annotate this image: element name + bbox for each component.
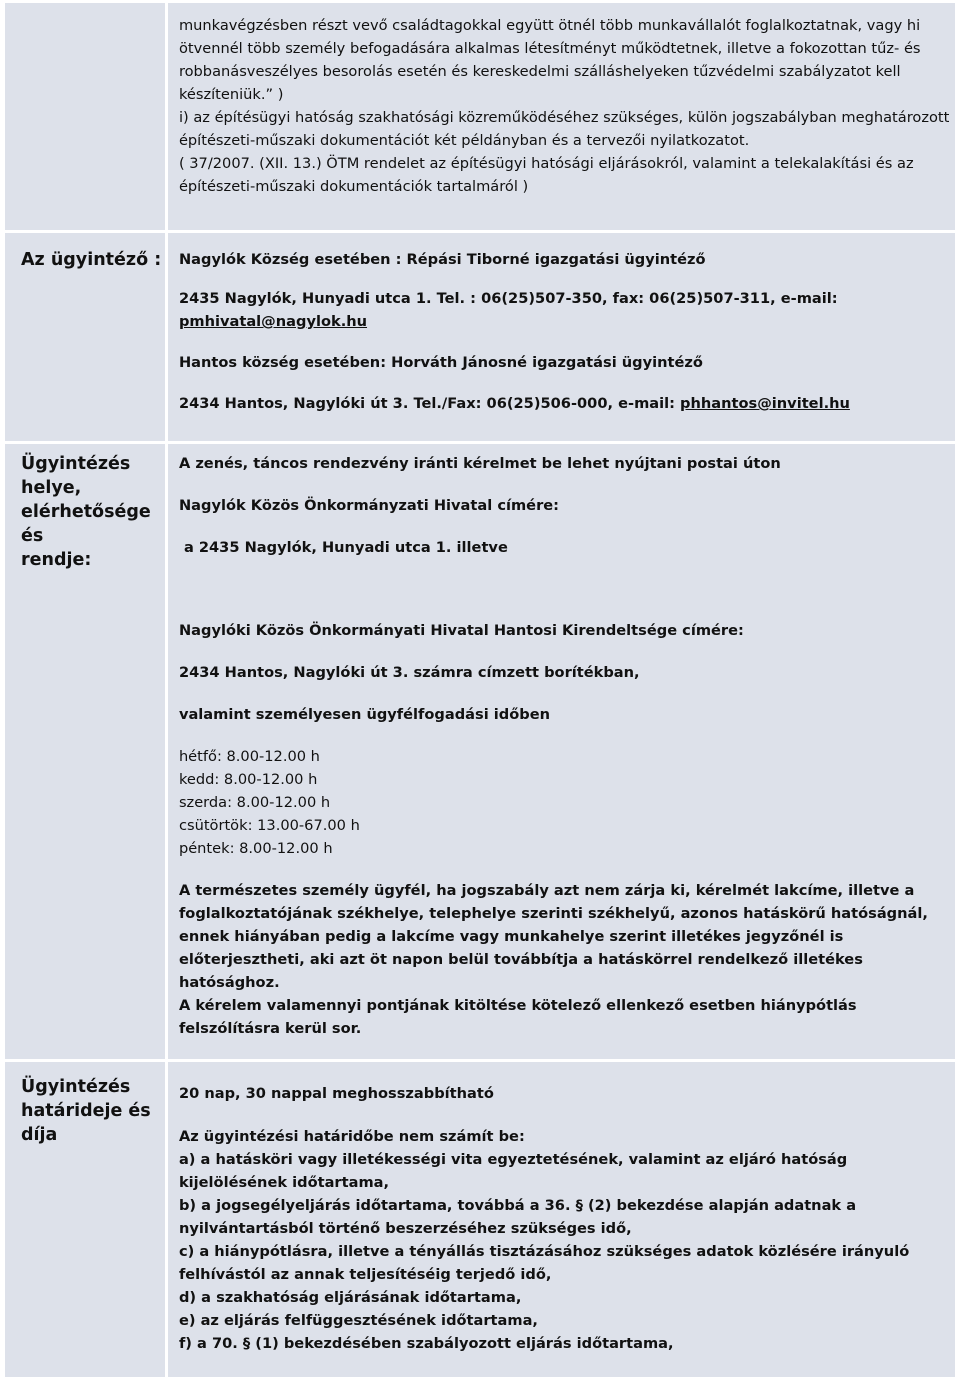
deadline: 20 nap, 30 nappal meghosszabbítható xyxy=(178,1085,494,1102)
exclusion-line: e) az eljárás felfüggesztésének időtartama, xyxy=(178,1312,538,1329)
hantos-address-line xyxy=(179,392,955,415)
exclusion-line: d) a szakhatóság eljárásának időtartama, xyxy=(178,1289,522,1306)
helye-label xyxy=(5,444,165,572)
nagylok-address: 2435 Nagylók, Hunyadi utca 1. Tel. : 06(25)507-350, fax: 06(25)507-311, e-mail: xyxy=(178,290,838,307)
helye-label-cell xyxy=(5,444,165,1059)
office-hours-item: hétfő: 8.00-12.00 h xyxy=(178,748,320,765)
ugyintezo-label-cell xyxy=(5,233,165,441)
notice-line: A kérelem valamennyi pontjának kitöltése kötelező ellenkező esetben hiánypótlás xyxy=(178,997,857,1014)
intro-row xyxy=(5,3,955,230)
ugyintezo-row xyxy=(5,233,955,441)
hatarido-row xyxy=(5,1062,955,1377)
intro-label-cell xyxy=(5,3,165,230)
exclusion-line: Az ügyintézési határidőbe nem számít be: xyxy=(178,1128,525,1145)
helye-label-line: Ügyintézés xyxy=(21,454,131,474)
office-hours-item: csütörtök: 13.00-67.00 h xyxy=(178,817,360,834)
notice-line: A természetes személy ügyfél, ha jogszabály azt nem zárja ki, kérelmét lakcíme, illetve a xyxy=(178,882,915,899)
intro-line: építészeti-műszaki dokumentációt két példányban és a tervezői nyilatkozatot. xyxy=(178,132,750,149)
nagylok-office: Nagylók Közös Önkormányzati Hivatal címére: xyxy=(178,497,560,514)
helye-label-line: helye, xyxy=(21,478,82,498)
nagylok-email-line xyxy=(179,310,955,333)
office-hours-item: kedd: 8.00-12.00 h xyxy=(178,771,318,788)
intro-line: ötvennél több személy befogadására alkalmas létesítményt működtetnek, illetve a fokozottan tűz- és xyxy=(178,40,921,57)
helye-row xyxy=(5,444,955,1059)
notice-line: ennek hiányában pedig a lakcíme vagy munkahelye szerint illetékes jegyzőnél is xyxy=(178,928,844,945)
exclusion-line: a) a hatásköri vagy illetékességi vita egyeztetésének, valamint az eljáró hatóság xyxy=(178,1151,848,1168)
intro-line: ( 37/2007. (XII. 13.) ÖTM rendelet az építésügyi hatósági eljárásokról, valamint a telekalakítási és az xyxy=(178,155,914,172)
hatarido-content-cell xyxy=(168,1062,955,1377)
ugyintezo-content-cell xyxy=(168,233,955,441)
exclusion-line: felhívástól az annak teljesítéséig terjedő idő, xyxy=(178,1266,552,1283)
exclusion-line: kijelölésének időtartama, xyxy=(178,1174,390,1191)
intro-line: készíteniük.” ) xyxy=(178,86,284,103)
intro-line: munkavégzésben részt vevő családtagokkal együtt ötnél több munkavállalót foglalkoztatnak, vagy hi xyxy=(178,17,921,34)
intro-line: robbanásveszélyes besorolás esetén és kereskedelmi szálláshelyeken tűzvédelmi szabályzatot kell xyxy=(178,63,901,80)
hatarido-label-line: díja xyxy=(21,1125,58,1145)
nagylok-contact-name: Nagylók Község esetében : Répási Tiborné igazgatási ügyintéző xyxy=(178,251,706,268)
office-hours-item: szerda: 8.00-12.00 h xyxy=(178,794,331,811)
helye-label-line: elérhetősége és xyxy=(21,502,151,546)
intro-line: építészeti-műszaki dokumentációk tartalmáról ) xyxy=(178,178,529,195)
notice-line: felszólításra kerül sor. xyxy=(178,1020,362,1037)
office-hours-item: péntek: 8.00-12.00 h xyxy=(178,840,333,857)
helye-content-cell xyxy=(168,444,955,1059)
deadline-exclusions xyxy=(179,1125,955,1355)
hantos-address: 2434 Hantos, Nagylóki út 3. Tel./Fax: 06(25)506-000, e-mail: xyxy=(178,395,681,412)
exclusion-line: b) a jogsegélyeljárás időtartama, továbbá a 36. § (2) bekezdése alapján adatnak a xyxy=(178,1197,857,1214)
office-hours-list xyxy=(179,745,955,860)
hantos-email-link[interactable]: phhantos@invitel.hu xyxy=(680,395,850,412)
procedure-info-table xyxy=(2,0,958,1380)
hatarido-label-line: Ügyintézés xyxy=(21,1077,131,1097)
nagylok-email-link[interactable]: pmhivatal@nagylok.hu xyxy=(178,313,368,330)
helye-label-line: rendje: xyxy=(21,550,92,570)
hantos-contact-name: Hantos község esetében: Horváth Jánosné igazgatási ügyintéző xyxy=(178,354,703,371)
notice-line: hatósághoz. xyxy=(178,974,280,991)
intro-line: i) az építésügyi hatóság szakhatósági közreműködéséhez szükséges, külön jogszabályban meghatározott xyxy=(178,109,950,126)
submission-intro: A zenés, táncos rendezvény iránti kérelmet be lehet nyújtani postai úton xyxy=(178,455,781,472)
submission-notice xyxy=(179,879,955,1040)
hatarido-label xyxy=(5,1062,165,1147)
exclusion-line: nyilvántartásból történő beszerzéséhez szükséges idő, xyxy=(178,1220,632,1237)
ugyintezo-label: Az ügyintéző : xyxy=(21,250,162,270)
hantos-office: Nagylóki Közös Önkormányati Hivatal Hantosi Kirendeltsége címére: xyxy=(178,622,744,639)
hantos-office-address: 2434 Hantos, Nagylóki út 3. számra címzett borítékban, xyxy=(178,664,640,681)
personal-submission: valamint személyesen ügyfélfogadási időben xyxy=(178,706,550,723)
exclusion-line: c) a hiánypótlásra, illetve a tényállás tisztázásához szükséges adatok közlésére irányuló xyxy=(178,1243,910,1260)
notice-line: előterjesztheti, aki azt öt napon belül továbbítja a hatáskörrel rendelkező illetékes xyxy=(178,951,863,968)
hatarido-label-line: határideje és xyxy=(21,1101,151,1121)
notice-line: foglalkoztatójának székhelye, telephelye szerinti székhelyű, azonos hatáskörű hatóságnál, xyxy=(178,905,928,922)
exclusion-line: f) a 70. § (1) bekezdésében szabályozott eljárás időtartama, xyxy=(178,1335,674,1352)
intro-content-cell xyxy=(168,3,955,230)
hatarido-label-cell xyxy=(5,1062,165,1377)
nagylok-office-address: a 2435 Nagylók, Hunyadi utca 1. illetve xyxy=(183,539,508,556)
